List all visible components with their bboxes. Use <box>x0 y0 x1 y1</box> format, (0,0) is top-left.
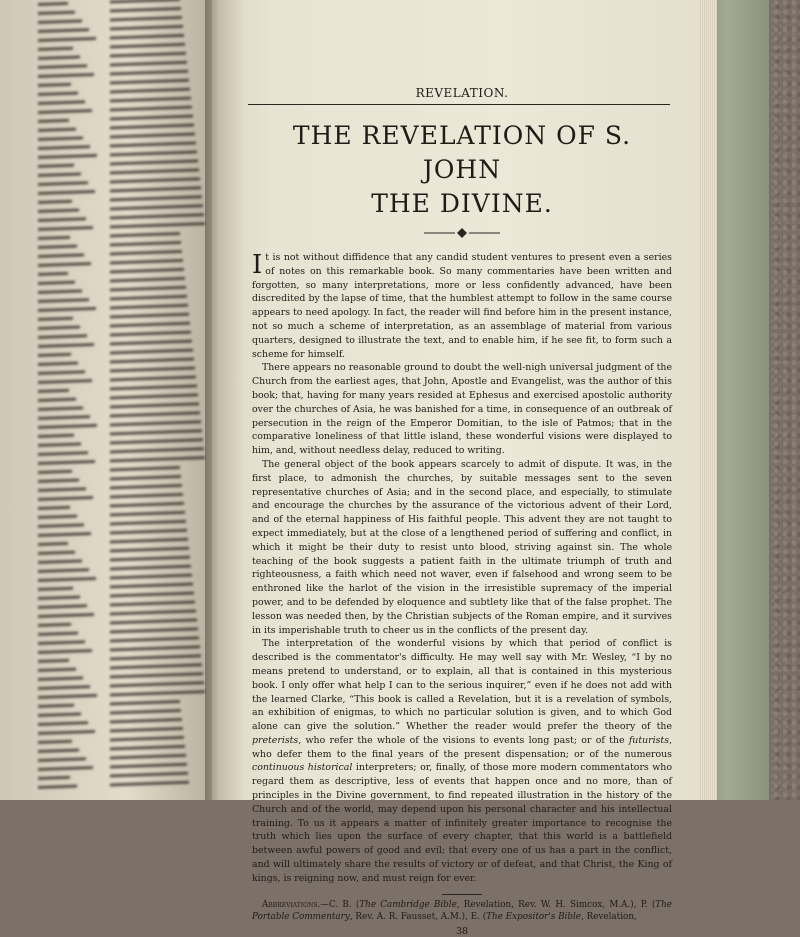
blurred-line <box>38 245 77 249</box>
blurred-line <box>110 88 190 94</box>
title-line-1: THE REVELATION OF S. JOHN <box>292 121 632 184</box>
blurred-line <box>38 766 93 771</box>
blurred-line <box>38 262 91 267</box>
blurred-line <box>110 763 187 769</box>
blurred-line <box>110 204 203 210</box>
blurred-line <box>110 241 181 246</box>
blurred-line <box>38 307 96 312</box>
blurred-line <box>110 520 186 526</box>
blurred-line <box>110 177 200 183</box>
blurred-line <box>38 317 73 321</box>
ornament-divider <box>252 225 672 241</box>
blurred-line <box>38 515 77 519</box>
blurred-line <box>110 97 191 103</box>
blurred-line <box>38 172 81 177</box>
blurred-line <box>110 718 182 724</box>
blurred-line <box>110 618 197 624</box>
blurred-line <box>38 613 94 618</box>
blurred-line <box>38 56 80 60</box>
blurred-line <box>38 460 95 465</box>
blurred-line <box>38 542 68 546</box>
blurred-line <box>38 694 97 699</box>
blurred-line <box>110 393 198 399</box>
blurred-line <box>38 532 91 537</box>
blurred-line <box>110 150 197 156</box>
header-rule <box>248 104 670 105</box>
blurred-line <box>38 479 79 483</box>
blurred-line <box>38 712 81 717</box>
blurred-line <box>110 222 205 228</box>
blurred-line <box>38 668 76 672</box>
abbrev-part-b: , Revelation, Rev. W. H. Simcox, M.A.), P. ( <box>456 899 656 910</box>
blurred-line <box>38 721 88 726</box>
blurred-line <box>38 362 78 366</box>
paragraph-3: The general object of the book appears scarcely to admit of dispute. It was, in the first place, to admonish the churches, by suitable messages sent to the seven representative churches of Asia; and in the second place, and especially, to stimulate and encourage the churches by the assurance of the victorious advent of their Lord, and of the eternal happiness of His faithful people. This advent they are not taught to expect immediately, but at the close of a lengthened period of suffering and conflict, in which it might be their duty to resist unto blood, striving against sin. The whole teaching of the book suggests a patient faith in the ultimate triumph of truth and righteousness, a faith which need not waver, even if falsehood and wrong seem to be enthroned like the harlot of the vision in the irresistible supremacy of the imperial power, and to be defended by eloquence and subtlety like that of the false prophet. The lesson was needed then, by the Christian subjects of the Roman empire, and it survives in its imperishable truth to cheer us in the conflicts of the present day. <box>252 458 672 636</box>
p4-historical: continuous historical <box>252 762 353 774</box>
p4-part-a: The interpretation of the wonderful visions by which that period of conflict is described is the commentator's difficulty. He may well say with Mr. Wesley, “I by no means pretend to understand, or to explain, all that is contained in this mysterious book. I only offer what help I can to the serious inquirer,” even if he does not add with the learned Clarke, “This book is called a Revelation, but it is a revelation of symbols, an exhibition of enigmas, to which no particular solution is given, and to which God alone can give the solution.” Whether the reader would prefer the theory of the <box>252 638 672 733</box>
blurred-line <box>110 366 195 372</box>
drop-cap: I <box>252 250 263 280</box>
blurred-line <box>110 636 199 642</box>
blurred-line <box>110 25 183 31</box>
blurred-line <box>110 402 199 408</box>
abbrev-expositors-bible: The Expositor's Bible <box>486 912 582 923</box>
blurred-line <box>110 538 188 544</box>
blurred-line <box>110 781 189 787</box>
blurred-line <box>38 100 85 105</box>
blurred-line <box>110 79 189 85</box>
left-page-margin-notes <box>38 1 98 795</box>
blurred-line <box>38 272 68 276</box>
ornament-icon <box>422 226 502 240</box>
blurred-line <box>110 529 187 535</box>
blurred-line <box>110 43 185 49</box>
blurred-line <box>38 236 70 240</box>
p4-part-b: , who refer the whole of the visions to events long past; or of the <box>298 734 629 746</box>
blurred-line <box>110 322 190 328</box>
paragraph-4 <box>252 637 672 885</box>
blurred-line <box>110 574 192 580</box>
blurred-line <box>110 663 202 669</box>
blurred-line <box>110 52 186 58</box>
blurred-line <box>38 109 92 114</box>
blurred-line <box>110 484 182 490</box>
blurred-line <box>38 659 69 663</box>
blurred-line <box>38 640 85 645</box>
abbreviations-label: Abbreviations. <box>262 899 321 910</box>
paragraph-2: There appears no reasonable ground to doubt the well-nigh universal judgment of the Church from the earliest ages, that John, Apostle and Evangelist, was the author of this book; that, having for many years resided at Ephesus and exercised apostolic authority over the churches of Asia, he was banished for a time, in consequence of an outbreak of persecution in the reign of the Emperor Domitian, to the isle of Patmos; that in the comparative loneliness of that little island, these wonderful visions were displayed to him, and, without needless delay, reduced to writing. <box>252 362 672 457</box>
blurred-line <box>38 19 82 24</box>
blurred-line <box>38 559 82 564</box>
blurred-line <box>38 64 87 69</box>
blurred-line <box>38 470 72 474</box>
blurred-line <box>110 700 180 705</box>
blurred-line <box>38 253 84 258</box>
blurred-line <box>38 740 72 744</box>
blurred-line <box>38 326 80 330</box>
blurred-line <box>38 119 69 123</box>
blurred-line <box>110 583 193 589</box>
abbrev-portable-commentary: The Portable Commentary <box>252 899 673 923</box>
blurred-line <box>38 226 93 231</box>
blurred-line <box>110 736 184 742</box>
blurred-line <box>110 106 192 112</box>
blurred-line <box>110 195 202 201</box>
abbrev-cambridge-bible: The Cambridge Bible <box>359 899 457 910</box>
left-page <box>0 0 212 800</box>
blurred-line <box>38 623 71 627</box>
blurred-line <box>110 0 180 3</box>
blurred-line <box>110 232 180 237</box>
blurred-line <box>38 487 86 492</box>
blurred-line <box>38 604 87 609</box>
blurred-line <box>110 286 186 292</box>
blurred-line <box>38 164 74 168</box>
blurred-line <box>38 434 74 438</box>
p4-preterists: preterists <box>252 734 299 746</box>
abbreviations-note <box>252 899 672 924</box>
blurred-line <box>110 556 190 562</box>
blurred-line <box>38 496 93 501</box>
blurred-line <box>110 609 196 615</box>
left-page-blurred-text <box>38 0 208 800</box>
blurred-line <box>38 334 87 339</box>
paragraph-1-text: t is not without diffidence that any candid student ventures to present even a series of notes on this remarkable book. So many commentaries have been written and forgotten, so many interpretations, more or less confidently advanced, have been discredited by the lapse of time, that the humblest attempt to follow in the same course appears to need apology. In fact, the reader will find before him in the present instance, not so much a scheme of interpretation, as an assemblage of material from various quarters, designed to illustrate the text, and to enable him, if he see fit, to form such a scheme for himself. <box>252 252 672 360</box>
blurred-line <box>38 551 75 555</box>
blurred-line <box>38 749 79 753</box>
blurred-line <box>38 145 90 150</box>
blurred-line <box>110 313 189 319</box>
blurred-line <box>110 429 202 435</box>
title-line-2: THE DIVINE. <box>371 189 553 218</box>
blurred-line <box>110 466 180 471</box>
blurred-line <box>38 154 97 159</box>
blurred-line <box>110 511 185 517</box>
p4-futurists: futurists <box>628 734 670 746</box>
blurred-line <box>110 277 185 283</box>
blurred-line <box>110 600 195 606</box>
blurred-line <box>110 304 188 310</box>
blurred-line <box>38 406 83 411</box>
blurred-line <box>110 115 193 121</box>
blurred-line <box>110 420 201 426</box>
blurred-line <box>110 565 191 571</box>
blurred-line <box>110 754 186 760</box>
blurred-line <box>110 340 192 346</box>
blurred-line <box>38 128 76 132</box>
abbrev-part-d: , Revelation, <box>581 912 637 923</box>
blurred-line <box>38 379 92 384</box>
blurred-line <box>110 493 183 499</box>
blurred-line <box>38 730 95 735</box>
blurred-line <box>38 289 82 294</box>
blurred-line <box>38 776 70 780</box>
blurred-line <box>110 375 196 381</box>
blurred-line <box>38 181 88 186</box>
blurred-line <box>110 70 188 76</box>
blurred-line <box>38 11 75 15</box>
blurred-line <box>110 592 194 598</box>
blurred-line <box>110 547 189 553</box>
p4-part-c: , who defer them to the final years of the present dispensation; or of the numerous <box>252 734 672 760</box>
book-gutter-shadow <box>205 0 245 800</box>
blurred-line <box>38 73 94 78</box>
blurred-line <box>110 34 184 40</box>
blurred-line <box>110 61 187 67</box>
blurred-line <box>110 447 204 453</box>
blurred-line <box>38 424 97 429</box>
blurred-line <box>110 349 193 355</box>
blurred-line <box>110 709 181 714</box>
blurred-line <box>110 259 183 265</box>
blurred-line <box>38 136 83 141</box>
blurred-line <box>110 456 205 462</box>
blurred-line <box>110 132 195 138</box>
blurred-line <box>38 757 86 762</box>
blurred-line <box>110 745 185 751</box>
blurred-line <box>110 268 184 274</box>
footnote-rule <box>442 894 482 895</box>
blurred-line <box>110 475 181 480</box>
left-page-column-text <box>110 0 205 792</box>
blurred-line <box>38 523 84 528</box>
blurred-line <box>110 213 204 219</box>
blurred-line <box>38 190 95 195</box>
blurred-line <box>110 502 184 508</box>
page-content <box>252 86 672 937</box>
blurred-line <box>38 442 81 447</box>
blurred-line <box>110 295 187 301</box>
blurred-line <box>110 250 182 256</box>
right-page <box>212 0 700 937</box>
blurred-line <box>38 785 77 789</box>
blurred-line <box>38 704 74 708</box>
page-number: 38 <box>455 925 469 937</box>
blurred-line <box>38 217 86 222</box>
blurred-line <box>38 2 68 6</box>
abbrev-part-a: —C. B. ( <box>320 899 360 910</box>
blurred-line <box>110 645 200 651</box>
blurred-line <box>38 298 89 303</box>
blurred-line <box>38 451 88 456</box>
blurred-line <box>38 209 79 213</box>
blurred-line <box>110 772 188 778</box>
blurred-line <box>38 577 96 582</box>
blurred-line <box>38 47 73 51</box>
blurred-line <box>38 370 85 375</box>
blurred-line <box>110 438 203 444</box>
blurred-line <box>38 92 78 96</box>
blurred-line <box>38 415 90 420</box>
blurred-line <box>38 398 76 402</box>
blurred-line <box>110 690 205 696</box>
blurred-line <box>38 587 73 591</box>
blurred-line <box>38 649 92 654</box>
blurred-line <box>110 672 203 678</box>
blurred-line <box>110 627 198 633</box>
blurred-line <box>110 159 198 165</box>
blurred-line <box>110 141 196 147</box>
p4-part-d: interpreters; or, finally, of those more modern commentators who regard them as descriptive, less of events that happen once and no more, than of principles in the Divine government, to find repeated illustration in the history of the Church and of the world, may depend upon his personal character and his intellectual training. To us it appears a matter of infinitely greater importance to recognise the truth which lies upon the surface of every chapter, that this world is a battlefield between awful powers of good and evil; that every one of us has a part in the conflict, and will ultimately share the results of victory or of defeat, and that Christ, the King of kings, is reigning now, and must reign for ever. <box>252 762 672 884</box>
blurred-line <box>110 7 181 12</box>
blurred-line <box>38 568 89 573</box>
abbrev-part-c: , Rev. A. R. Fausset, A.M.), E. ( <box>349 912 487 923</box>
paragraph-1 <box>252 251 672 361</box>
blurred-line <box>38 83 71 87</box>
blurred-line <box>38 389 69 393</box>
chapter-title <box>252 119 672 221</box>
blurred-line <box>38 37 96 42</box>
running-head: REVELATION. <box>415 86 509 100</box>
blurred-line <box>38 632 78 636</box>
blurred-line <box>38 28 89 33</box>
blurred-line <box>110 654 201 660</box>
body-text <box>252 251 672 886</box>
blurred-line <box>110 331 191 337</box>
blurred-line <box>38 685 90 690</box>
blurred-line <box>110 124 194 130</box>
blurred-line <box>38 281 75 285</box>
blurred-line <box>38 676 83 681</box>
blurred-line <box>38 200 72 204</box>
blurred-line <box>110 168 199 174</box>
blurred-line <box>38 343 94 348</box>
blurred-line <box>110 186 201 192</box>
blurred-line <box>110 681 204 687</box>
blurred-line <box>38 506 70 510</box>
blurred-line <box>110 384 197 390</box>
blurred-line <box>38 596 80 600</box>
blurred-line <box>110 16 182 22</box>
blurred-line <box>110 411 200 417</box>
blurred-line <box>110 727 183 733</box>
blurred-line <box>38 353 71 357</box>
blurred-line <box>110 358 194 364</box>
